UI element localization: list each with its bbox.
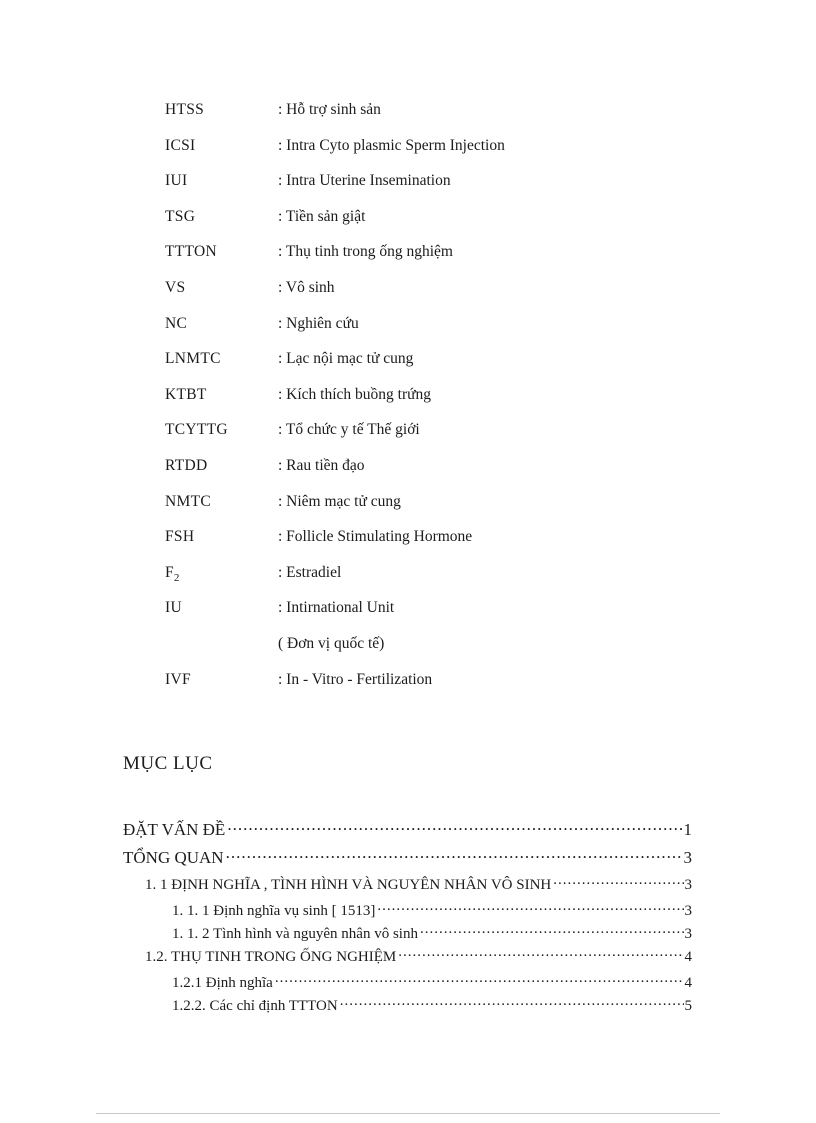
toc-title: MỤC LỤC xyxy=(123,753,213,775)
abbreviation-term-text: TSG xyxy=(165,207,196,225)
abbreviation-term-text: ICSI xyxy=(165,136,196,154)
abbreviation-term-text: RTDD xyxy=(165,456,208,474)
abbreviation-definition: : Intirnational Unit xyxy=(278,599,395,617)
toc-entry xyxy=(123,923,692,946)
abbreviation-row xyxy=(165,386,692,422)
abbreviation-row xyxy=(165,208,692,244)
toc-dot-leader xyxy=(340,995,684,1010)
abbreviation-row xyxy=(165,671,692,707)
abbreviation-term-text: F xyxy=(165,563,174,581)
toc-dot-leader xyxy=(226,846,683,863)
abbreviation-term-text: HTSS xyxy=(165,101,205,118)
toc-dot-leader xyxy=(420,923,684,938)
abbreviation-term xyxy=(165,671,278,691)
toc-entry-page: 3 xyxy=(684,877,692,894)
abbreviation-definition: : Tổ chức y tế Thế giới xyxy=(278,421,420,439)
abbreviation-list xyxy=(123,101,692,706)
abbreviation-term-text: TCYTTG xyxy=(165,421,228,439)
abbreviation-row xyxy=(165,350,692,386)
abbreviation-row xyxy=(165,137,692,173)
abbreviation-definition: : Rau tiền đạo xyxy=(278,456,365,474)
abbreviation-term xyxy=(165,243,278,263)
toc-entry xyxy=(123,818,692,846)
abbreviation-term xyxy=(165,172,278,192)
abbreviation-definition: : Thụ tinh trong ống nghiệm xyxy=(278,243,453,261)
toc-entry-label: ĐẶT VẤN ĐỀ xyxy=(123,820,226,840)
abbreviation-term-text: LNMTC xyxy=(165,350,221,368)
abbreviation-row xyxy=(165,421,692,457)
toc-dot-leader xyxy=(275,972,684,987)
abbreviation-term xyxy=(165,386,278,406)
abbreviation-term-text: NMTC xyxy=(165,492,211,510)
abbreviation-definition: ( Đơn vị quốc tế) xyxy=(278,634,385,652)
toc-dot-leader xyxy=(553,874,683,889)
toc-entry-label: 1. 1. 1 Định nghĩa vụ sinh [ 1513] xyxy=(172,903,376,920)
abbreviation-row xyxy=(165,172,692,208)
abbreviation-term-text: VS xyxy=(165,278,186,296)
toc-entry xyxy=(123,995,692,1018)
abbreviation-definition: : Kích thích buồng trứng xyxy=(278,385,432,403)
toc-entry-label: 1.2. THỤ TINH TRONG ỐNG NGHIỆM xyxy=(145,949,397,966)
toc-entry-page: 5 xyxy=(684,998,692,1015)
abbreviation-term xyxy=(165,457,278,477)
toc-entry xyxy=(123,874,692,900)
toc-entry-page: 3 xyxy=(684,926,692,943)
abbreviation-term-text: NC xyxy=(165,314,188,332)
abbreviation-term-text: IUI xyxy=(165,172,188,190)
abbreviation-term-text: FSH xyxy=(165,528,195,546)
abbreviation-term xyxy=(165,315,278,335)
abbreviation-row xyxy=(165,457,692,493)
abbreviation-definition: : In - Vitro - Fertilization xyxy=(278,670,433,688)
toc-entry-label: 1.2.1 Định nghĩa xyxy=(172,975,273,992)
abbreviation-term xyxy=(165,599,278,619)
toc-entry-label: 1.2.2. Các chỉ định TTTON xyxy=(172,998,338,1015)
abbreviation-term xyxy=(165,421,278,441)
abbreviation-definition: : Hỗ trợ sinh sản xyxy=(278,101,381,118)
abbreviation-definition: : Lạc nội mạc tử cung xyxy=(278,350,414,368)
abbreviation-definition: : Niêm mạc tử cung xyxy=(278,492,401,510)
abbreviation-term xyxy=(165,137,278,157)
abbreviation-row xyxy=(165,101,692,137)
toc-dot-leader xyxy=(377,900,683,915)
abbreviation-term xyxy=(165,528,278,548)
toc-entry-page: 1 xyxy=(683,820,692,840)
abbreviation-definition: : Nghiên cứu xyxy=(278,314,359,332)
abbreviation-definition: : Estradiel xyxy=(278,563,342,581)
toc-entry-label: 1. 1. 2 Tình hình và nguyên nhân vô sinh xyxy=(172,926,418,943)
toc-entry xyxy=(123,946,692,972)
toc-entry-page: 4 xyxy=(684,949,692,966)
abbreviation-definition: : Intra Uterine Insemination xyxy=(278,172,451,190)
abbreviation-row xyxy=(165,599,692,635)
toc-entry xyxy=(123,846,692,874)
abbreviation-term-subscript: 2 xyxy=(173,571,180,584)
abbreviation-term xyxy=(165,493,278,513)
toc-entry-label: TỔNG QUAN xyxy=(123,848,224,868)
abbreviation-definition: : Tiền sản giật xyxy=(278,207,366,225)
abbreviation-term xyxy=(165,350,278,370)
toc-entry xyxy=(123,900,692,923)
abbreviation-row xyxy=(165,528,692,564)
abbreviation-row xyxy=(165,315,692,351)
abbreviation-definition: : Intra Cyto plasmic Sperm Injection xyxy=(278,136,505,154)
toc-entry xyxy=(123,972,692,995)
abbreviation-term-text: KTBT xyxy=(165,385,207,403)
abbreviation-term xyxy=(165,101,278,121)
abbreviation-definition: : Follicle Stimulating Hormone xyxy=(278,528,473,546)
abbreviation-row xyxy=(165,279,692,315)
abbreviation-term-text: IU xyxy=(165,599,182,617)
abbreviation-term-text: IVF xyxy=(165,670,191,688)
abbreviation-term-text: TTTON xyxy=(165,243,218,261)
toc-entry-page: 3 xyxy=(683,848,692,868)
abbreviation-term xyxy=(165,279,278,299)
abbreviation-definition: : Vô sinh xyxy=(278,278,335,296)
toc-dot-leader xyxy=(398,946,683,961)
abbreviation-row xyxy=(165,635,692,671)
table-of-contents xyxy=(123,818,692,1018)
toc-dot-leader xyxy=(227,818,682,835)
abbreviation-term xyxy=(165,208,278,228)
abbreviation-row xyxy=(165,493,692,529)
toc-entry-label: 1. 1 ĐỊNH NGHĨA , TÌNH HÌNH VÀ NGUYÊN NHÂN VÔ SINH xyxy=(145,877,552,894)
abbreviation-row xyxy=(165,564,692,600)
abbreviation-term xyxy=(165,564,278,584)
toc-entry-page: 4 xyxy=(684,975,692,992)
page-bottom-divider xyxy=(96,1113,720,1114)
abbreviation-row xyxy=(165,243,692,279)
toc-entry-page: 3 xyxy=(684,903,692,920)
